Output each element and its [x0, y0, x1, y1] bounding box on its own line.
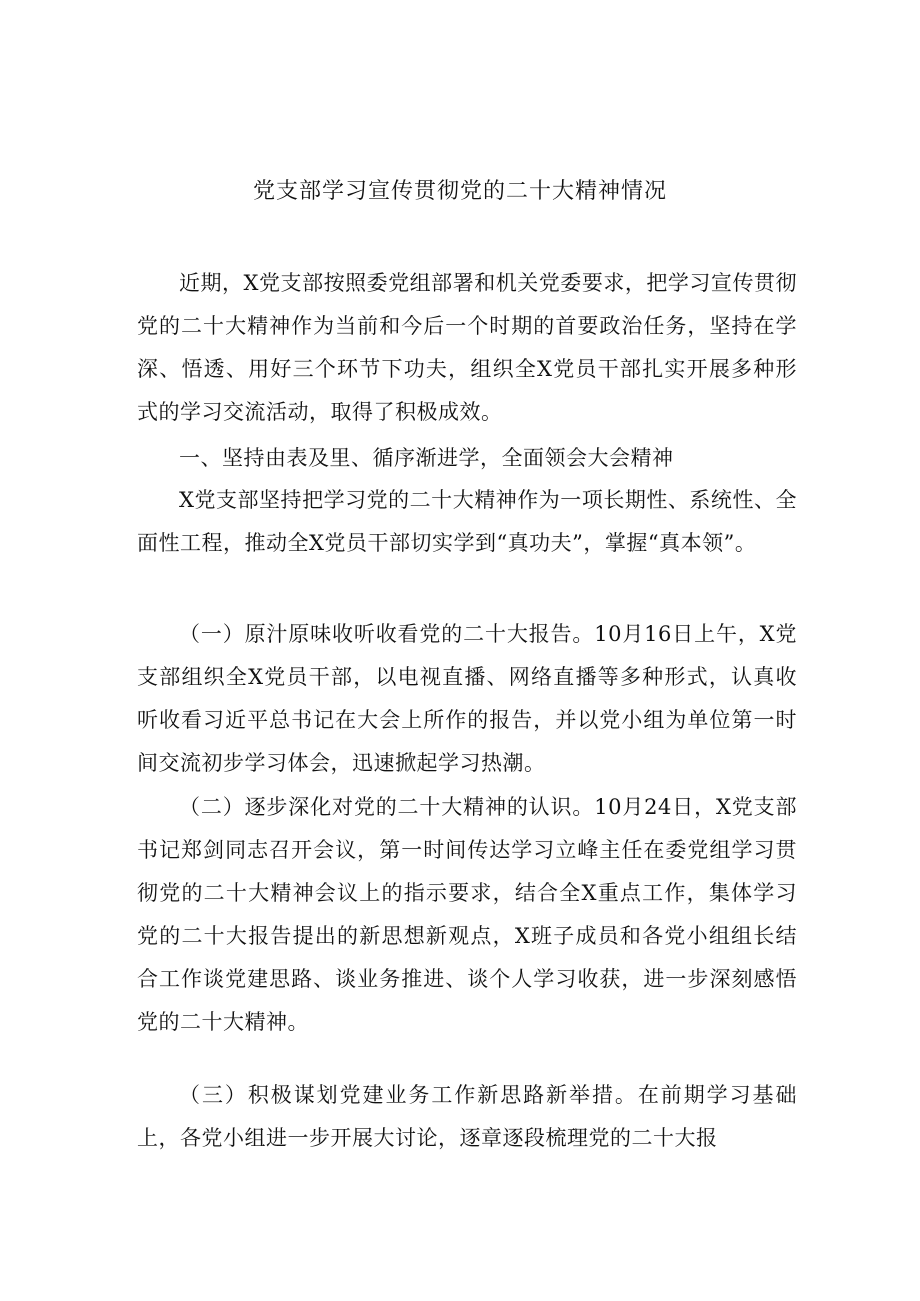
- subsection-2-paragraph: （二）逐步深化对党的二十大精神的认识。10月24日，X党支部书记郑剑同志召开会议，第一时间传达学习立峰主任在委党组学习贯彻党的二十大精神会议上的指示要求，结合全X重点工作，集体学习党的二十大报告提出的新思想新观点，X班子成员和各党小组组长结合工作谈党建思路、谈业务推进、谈个人学习收获，进一步深刻感悟党的二十大精神。: [137, 795, 797, 1034]
- subsection-3-paragraph: （三）积极谋划党建业务工作新思路新举措。在前期学习基础上，各党小组进一步开展大讨论，逐章逐段梳理党的二十大报: [137, 1083, 797, 1150]
- subsection-1-paragraph: （一）原汁原味收听收看党的二十大报告。10月16日上午，X党支部组织全X党员干部，以电视直播、网络直播等多种形式，认真收听收看习近平总书记在大会上所作的报告，并以党小组为单位第一时间交流初步学习体会，迅速掀起学习热潮。: [137, 622, 797, 775]
- document-title: 党支部学习宣传贯彻党的二十大精神情况: [252, 179, 667, 204]
- intro-paragraph: 近期，X党支部按照委党组部署和机关党委要求，把学习宣传贯彻党的二十大精神作为当前和今后一个时期的首要政治任务，坚持在学深、悟透、用好三个环节下功夫，组织全X党员干部扎实开展多种形式的学习交流活动，取得了积极成效。: [137, 271, 797, 424]
- section-1-paragraph: X党支部坚持把学习党的二十大精神作为一项长期性、系统性、全面性工程，推动全X党员干部切实学到“真功夫”，掌握“真本领”。: [137, 488, 797, 555]
- section-heading-1: 一、坚持由表及里、循序渐进学，全面领会大会精神: [179, 446, 674, 470]
